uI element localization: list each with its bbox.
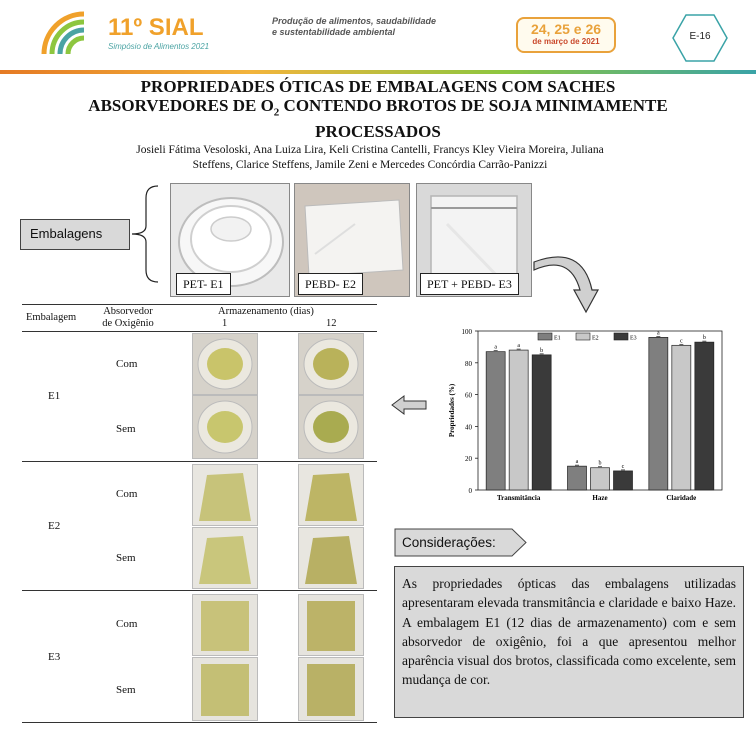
sprout-photo-e1-com-d12 xyxy=(298,333,364,395)
authors xyxy=(90,143,650,173)
row-e3-com: Com xyxy=(116,618,138,630)
table-top-rule xyxy=(22,304,377,305)
sprout-photo-e2-sem-d1 xyxy=(192,527,258,589)
poster-title xyxy=(30,77,726,141)
significance-letter-2-2: b xyxy=(702,335,706,342)
bar-claridade-e3 xyxy=(695,342,714,490)
significance-letter-0-0: a xyxy=(494,344,498,351)
caption-pet: PET- E1 xyxy=(176,273,231,295)
table-row-rule-2 xyxy=(22,590,377,591)
col-header-armazenamento: Armazenamento (dias) xyxy=(218,306,314,317)
theme-line-1: Produção de alimentos, saudabilidade xyxy=(272,16,437,26)
significance-letter-0-2: b xyxy=(540,347,544,354)
col-header-day12: 12 xyxy=(326,318,337,329)
sprout-photo-e1-sem-d1 xyxy=(192,395,258,459)
authors-line-2: Steffens, Clarice Steffens, Jamile Zeni e Mercedes Concórdia Carrão-Panizzi xyxy=(192,159,548,171)
optical-properties-chart xyxy=(426,325,726,505)
row-e1-com: Com xyxy=(116,358,138,370)
sprout-photo-e3-com-d12 xyxy=(298,594,364,656)
event-dates-sub: de março de 2021 xyxy=(532,37,600,46)
bar-haze-e1 xyxy=(568,466,587,490)
significance-letter-1-1: b xyxy=(598,460,602,467)
poster-code: E-16 xyxy=(689,31,711,42)
brace-icon xyxy=(128,184,164,284)
sprout-photo-e1-com-d1 xyxy=(192,333,258,395)
row-e2-com: Com xyxy=(116,488,138,500)
left-arrow-icon xyxy=(390,394,428,416)
event-dates xyxy=(516,17,616,53)
col-header-day1: 1 xyxy=(222,318,228,329)
bar-claridade-e1 xyxy=(649,337,668,490)
row-label-e2: E2 xyxy=(48,520,61,532)
legend-swatch-e2 xyxy=(576,333,590,340)
y-tick-label-0: 0 xyxy=(468,487,472,495)
sprout-photo-e3-sem-d1 xyxy=(192,657,258,721)
sprout-photo-e2-sem-d12 xyxy=(298,527,364,589)
title-line-2 xyxy=(30,96,726,122)
table-header-rule xyxy=(22,331,377,332)
sprout-photo-e3-com-d1 xyxy=(192,594,258,656)
row-label-e3: E3 xyxy=(48,651,61,663)
event-theme xyxy=(272,16,472,38)
legend-swatch-e1 xyxy=(538,333,552,340)
col-header-absorvedor-1: Absorvedor xyxy=(103,306,153,317)
bar-haze-e3 xyxy=(614,471,633,490)
sprout-photo-e2-com-d1 xyxy=(192,464,258,526)
significance-letter-0-1: a xyxy=(517,343,521,350)
significance-letter-2-0: a xyxy=(656,330,660,337)
sprout-photo-e1-sem-d12 xyxy=(298,395,364,459)
legend-swatch-e3 xyxy=(614,333,628,340)
x-tick-label-1: Haze xyxy=(592,494,608,502)
y-tick-label-2: 40 xyxy=(465,423,472,432)
event-name: 11º SIAL xyxy=(108,14,204,41)
event-subtitle: Simpósio de Alimentos 2021 xyxy=(108,42,210,51)
legend-label-e2: E2 xyxy=(592,335,599,342)
legend-label-e1: E1 xyxy=(554,335,561,342)
title-subscript: 2 xyxy=(273,106,280,119)
y-axis-label: Propriedades (%) xyxy=(448,383,456,438)
significance-letter-1-2: c xyxy=(621,463,625,470)
row-label-e1: E1 xyxy=(48,390,61,402)
col-header-absorvedor-2: de Oxigênio xyxy=(102,318,154,329)
row-e3-sem: Sem xyxy=(116,684,136,696)
bar-transmitância-e2 xyxy=(509,350,528,490)
significance-letter-1-0: a xyxy=(575,459,579,466)
significance-letter-2-1: c xyxy=(679,338,683,345)
considerations-label: Considerações: xyxy=(402,535,496,550)
sprout-photo-e2-com-d12 xyxy=(298,464,364,526)
packaging-label: Embalagens xyxy=(30,226,103,241)
row-e1-sem: Sem xyxy=(116,423,136,435)
title-line-1: PROPRIEDADES ÓTICAS DE EMBALAGENS COM SACHES xyxy=(140,77,616,96)
authors-line-1: Josieli Fátima Vesoloski, Ana Luiza Lira, Keli Cristina Cantelli, Francys Kley Vieira Moreira, Juliana xyxy=(136,144,604,156)
table-bottom-rule xyxy=(22,722,377,723)
col-header-embalagem: Embalagem xyxy=(26,312,77,323)
y-tick-label-1: 20 xyxy=(465,455,472,464)
theme-line-2: e sustentabilidade ambiental xyxy=(272,27,396,37)
row-e2-sem: Sem xyxy=(116,552,136,564)
y-tick-label-3: 60 xyxy=(465,391,472,400)
x-tick-label-0: Transmitância xyxy=(496,494,541,502)
title-line-2-pre: ABSORVEDORES DE O xyxy=(88,96,274,115)
col-header-absorvedor xyxy=(96,306,160,330)
caption-pebd: PEBD- E2 xyxy=(298,273,363,295)
table-row-rule-1 xyxy=(22,461,377,462)
x-tick-label-2: Claridade xyxy=(666,494,697,502)
curved-arrow-icon xyxy=(530,250,600,330)
title-line-3: PROCESSADOS xyxy=(315,122,441,142)
sprout-photo-e3-sem-d12 xyxy=(298,657,364,721)
y-tick-label-4: 80 xyxy=(465,359,472,368)
considerations-text: As propriedades ópticas das embalagens utilizadas apresentaram elevada transmitância e claridade e baixo Haze. A embalagem E1 (12 dias de armazenamento) com e sem absorvedor de oxigênio, foi a que apresentou melhor aparência visual dos brotos, classificada como excelente, sem mudança de cor. xyxy=(402,576,736,688)
header-divider xyxy=(0,70,756,74)
title-line-2-post: CONTENDO BROTOS DE SOJA MINIMAMENTE xyxy=(279,96,668,115)
y-tick-label-5: 100 xyxy=(461,328,472,336)
caption-pet-pebd: PET + PEBD- E3 xyxy=(420,273,519,295)
event-dates-main: 24, 25 e 26 xyxy=(530,21,602,37)
bar-claridade-e2 xyxy=(672,345,691,490)
bar-transmitância-e1 xyxy=(486,352,505,490)
legend-label-e3: E3 xyxy=(630,335,637,342)
bar-transmitância-e3 xyxy=(532,355,551,490)
bar-haze-e2 xyxy=(591,468,610,490)
